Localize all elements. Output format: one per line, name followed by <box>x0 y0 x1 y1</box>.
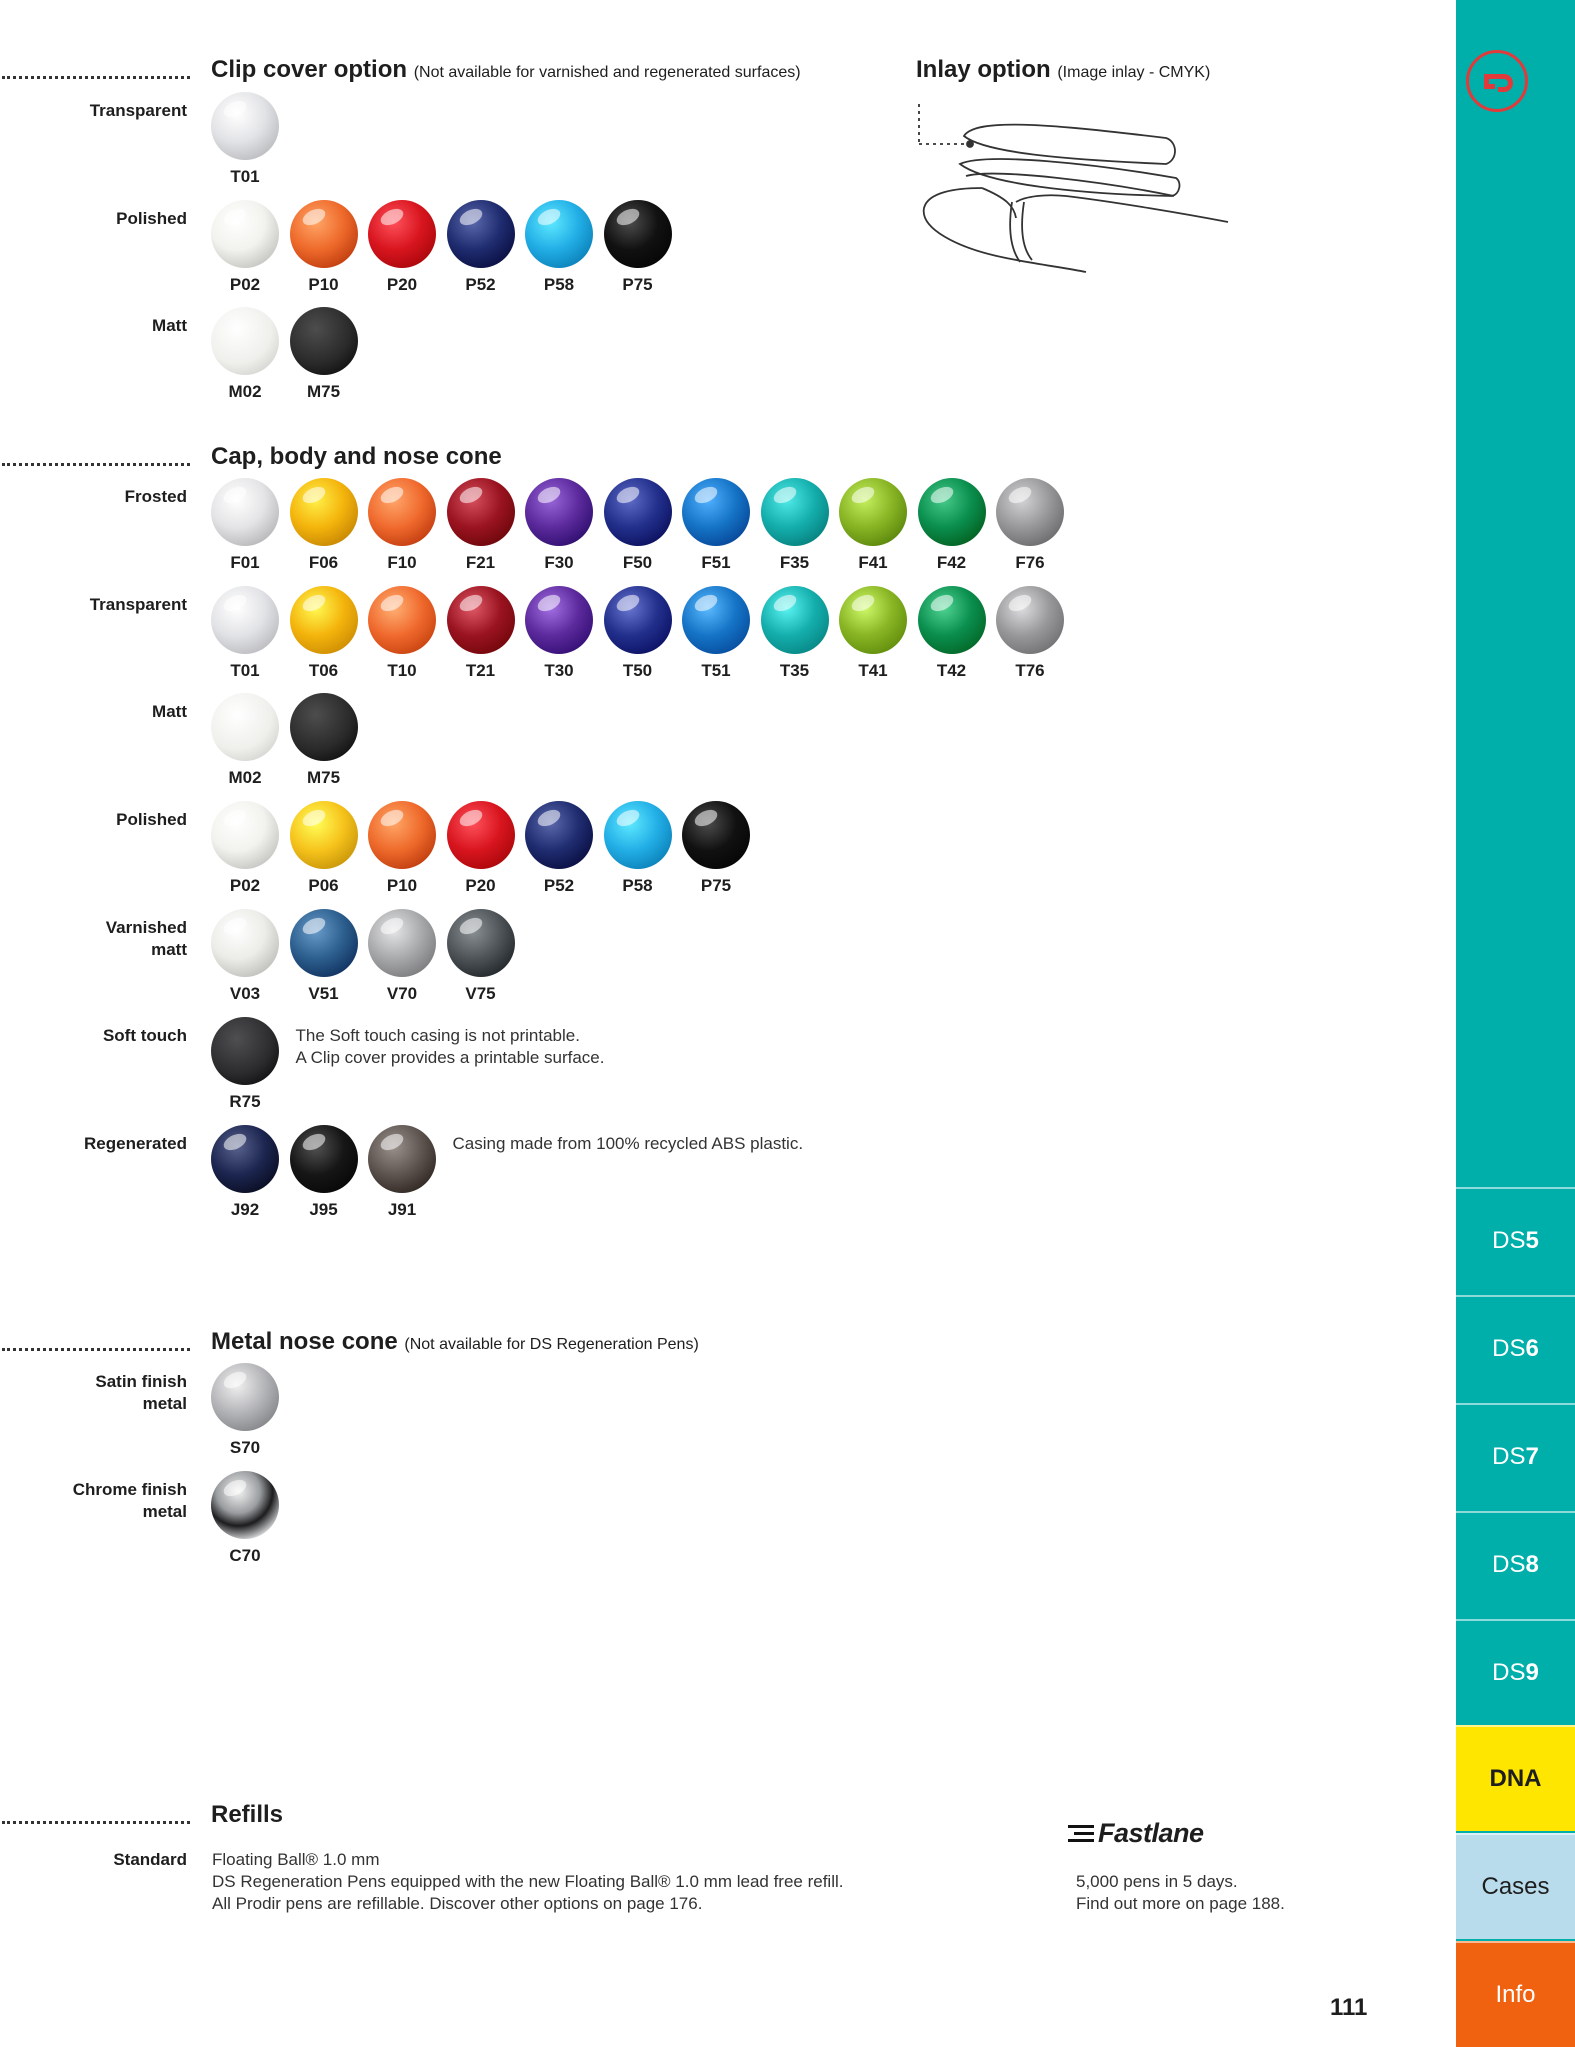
swatch-code: P06 <box>308 876 339 895</box>
color-swatch <box>211 307 279 375</box>
color-swatch <box>290 693 358 761</box>
color-swatch <box>290 1125 358 1193</box>
color-swatch <box>525 200 593 268</box>
swatch-code: T01 <box>230 167 260 186</box>
color-swatch <box>839 586 907 654</box>
color-swatch <box>839 478 907 546</box>
color-swatch <box>996 586 1064 654</box>
color-swatch <box>447 586 515 654</box>
swatch-code: F21 <box>465 553 496 572</box>
color-swatch <box>211 1017 279 1085</box>
row-description: Casing made from 100% recycled ABS plastic. <box>452 1134 804 1153</box>
color-swatch <box>211 478 279 546</box>
swatch-code: V51 <box>308 984 339 1003</box>
swatch-code: T06 <box>308 661 339 680</box>
color-swatch <box>918 478 986 546</box>
color-swatch <box>290 586 358 654</box>
swatch-code: P58 <box>622 876 653 895</box>
tab-prefix: DS <box>1492 1443 1526 1470</box>
swatch-code: F01 <box>230 553 260 572</box>
color-swatch <box>290 478 358 546</box>
swatch-code: M75 <box>306 768 341 787</box>
tab-info[interactable]: Info <box>1456 1941 1575 2047</box>
color-swatch <box>604 586 672 654</box>
fastlane-speed-lines-icon <box>1066 1823 1096 1845</box>
tab-number: 6 <box>1525 1335 1539 1362</box>
row-label: Regenerated <box>84 1134 187 1153</box>
tab-ds8[interactable] <box>1456 1511 1575 1617</box>
swatch-code: P20 <box>465 876 496 895</box>
color-swatch <box>211 693 279 761</box>
row-label: Polished <box>116 209 187 228</box>
swatch-code: F42 <box>936 553 967 572</box>
swatch-code: T42 <box>936 661 967 680</box>
color-swatch <box>761 586 829 654</box>
color-swatch <box>682 801 750 869</box>
swatch-code: P02 <box>229 876 261 895</box>
swatch-code: T41 <box>858 661 888 680</box>
row-label: Satin finish metal <box>95 1372 187 1413</box>
swatch-code: T51 <box>701 661 731 680</box>
swatch-code: J95 <box>309 1200 338 1219</box>
refills-row-label: Standard <box>113 1850 187 1869</box>
row-label: Matt <box>152 316 187 335</box>
swatch-code: P10 <box>386 876 418 895</box>
swatch-code: C70 <box>229 1546 261 1565</box>
section-divider <box>2 1821 190 1824</box>
swatch-code: F10 <box>387 553 417 572</box>
swatch-code: F50 <box>622 553 653 572</box>
swatch-code: P52 <box>543 876 575 895</box>
swatch-code: R75 <box>229 1092 261 1111</box>
metal-nose-note: (Not available for DS Regeneration Pens) <box>404 1336 699 1353</box>
color-swatch <box>761 478 829 546</box>
swatch-code: V70 <box>386 984 418 1003</box>
color-swatch <box>447 909 515 977</box>
color-swatch <box>290 909 358 977</box>
swatch-code: F76 <box>1015 553 1045 572</box>
tab-ds6[interactable] <box>1456 1295 1575 1401</box>
swatch-code: V75 <box>465 984 496 1003</box>
swatch-code: P10 <box>308 275 339 294</box>
color-swatch <box>211 1125 279 1193</box>
swatch-code: F51 <box>701 553 731 572</box>
tab-ds9[interactable] <box>1456 1619 1575 1725</box>
inlay-title: Inlay option (Image inlay - CMYK) <box>916 56 1211 83</box>
swatch-code: T21 <box>465 661 496 680</box>
color-swatch <box>525 586 593 654</box>
color-swatch <box>604 478 672 546</box>
swatch-code: M75 <box>306 382 341 401</box>
row-label: Frosted <box>124 487 187 506</box>
swatch-code: T30 <box>544 661 574 680</box>
swatch-code: F30 <box>544 553 574 572</box>
color-swatch <box>211 92 279 160</box>
color-swatch <box>447 478 515 546</box>
color-swatch <box>447 200 515 268</box>
color-swatch <box>368 200 436 268</box>
row-label: Chrome finish metal <box>72 1480 187 1521</box>
color-swatch <box>368 478 436 546</box>
swatch-code: T50 <box>622 661 653 680</box>
tab-prefix: DS <box>1492 1227 1526 1254</box>
color-swatch <box>290 801 358 869</box>
color-swatch <box>604 801 672 869</box>
color-swatch <box>211 586 279 654</box>
inlay-illustration <box>916 98 1236 278</box>
row-label: Polished <box>116 810 187 829</box>
swatch-code: J92 <box>230 1200 260 1219</box>
color-swatch <box>525 801 593 869</box>
refills-text: Floating Ball® 1.0 mm DS Regeneration Pens equipped with the new Floating Ball® 1.0 mm lead free refill. All Prodir pens are refillable. Discover other options on page 176. <box>212 1850 844 1913</box>
tab-ds7[interactable] <box>1456 1403 1575 1509</box>
swatch-code: P75 <box>700 876 732 895</box>
color-swatch <box>996 478 1064 546</box>
color-swatch <box>368 909 436 977</box>
section-divider <box>2 76 190 79</box>
swatch-code: J91 <box>387 1200 417 1219</box>
color-swatch <box>211 1363 279 1431</box>
swatch-code: F41 <box>858 553 888 572</box>
swatch-code: P58 <box>543 275 575 294</box>
color-swatch <box>368 801 436 869</box>
color-swatch <box>211 801 279 869</box>
refills-title: Refills <box>211 1801 284 1828</box>
row-label: Transparent <box>89 595 187 614</box>
tab-number: 9 <box>1525 1659 1539 1686</box>
fastlane-text: 5,000 pens in 5 days. Find out more on page 188. <box>1076 1872 1285 1913</box>
color-swatch <box>682 478 750 546</box>
tab-number: 7 <box>1525 1443 1539 1470</box>
swatch-code: M02 <box>228 382 262 401</box>
color-swatch <box>447 801 515 869</box>
color-swatch <box>604 200 672 268</box>
cap-body-title: Cap, body and nose cone <box>211 443 502 470</box>
swatch-code: S70 <box>229 1438 261 1457</box>
tab-dna[interactable]: DNA <box>1456 1725 1575 1831</box>
tab-prefix: DS <box>1492 1551 1526 1578</box>
color-swatch <box>682 586 750 654</box>
tab-cases[interactable]: Cases <box>1456 1833 1575 1939</box>
swatch-code: V03 <box>229 984 261 1003</box>
color-swatch <box>211 200 279 268</box>
swatch-code: P20 <box>386 275 418 294</box>
fastlane-wordmark: Fastlane <box>1098 1818 1204 1848</box>
metal-nose-title: Metal nose cone (Not available for DS Regeneration Pens) <box>211 1328 699 1355</box>
tab-number: 8 <box>1525 1551 1539 1578</box>
color-swatch <box>290 200 358 268</box>
color-swatch <box>368 1125 436 1193</box>
fastlane-logo <box>1066 1818 1204 1849</box>
row-description: The Soft touch casing is not printable. A Clip cover provides a printable surface. <box>295 1026 605 1067</box>
color-swatch <box>211 909 279 977</box>
swatch-code: T76 <box>1015 661 1045 680</box>
color-swatch <box>368 586 436 654</box>
inlay-note: (Image inlay - CMYK) <box>1057 64 1211 81</box>
tab-prefix: DS <box>1492 1659 1526 1686</box>
brand-logo-icon <box>1476 60 1518 102</box>
section-divider <box>2 463 190 466</box>
color-swatch <box>918 586 986 654</box>
swatch-code: F06 <box>308 553 339 572</box>
clip-cover-title: Clip cover option (Not available for varnished and regenerated surfaces) <box>211 56 801 83</box>
tab-number: 5 <box>1525 1227 1539 1254</box>
row-label: Matt <box>152 702 187 721</box>
swatch-code: F35 <box>779 553 810 572</box>
swatch-code: T01 <box>230 661 260 680</box>
color-swatch <box>211 1471 279 1539</box>
section-divider <box>2 1348 190 1351</box>
tab-ds5[interactable] <box>1456 1187 1575 1293</box>
swatch-code: M02 <box>228 768 262 787</box>
color-swatch <box>525 478 593 546</box>
row-label: Varnished matt <box>105 918 187 959</box>
swatch-code: P75 <box>622 275 653 294</box>
clip-cover-note: (Not available for varnished and regenerated surfaces) <box>413 64 801 81</box>
row-label: Transparent <box>89 101 187 120</box>
page-number: 111 <box>1330 1994 1368 2021</box>
row-label: Soft touch <box>102 1026 187 1045</box>
tab-prefix: DS <box>1492 1335 1526 1362</box>
swatch-code: P52 <box>465 275 496 294</box>
swatch-code: T35 <box>779 661 810 680</box>
swatch-code: P02 <box>229 275 261 294</box>
swatch-code: T10 <box>387 661 417 680</box>
color-swatch <box>290 307 358 375</box>
